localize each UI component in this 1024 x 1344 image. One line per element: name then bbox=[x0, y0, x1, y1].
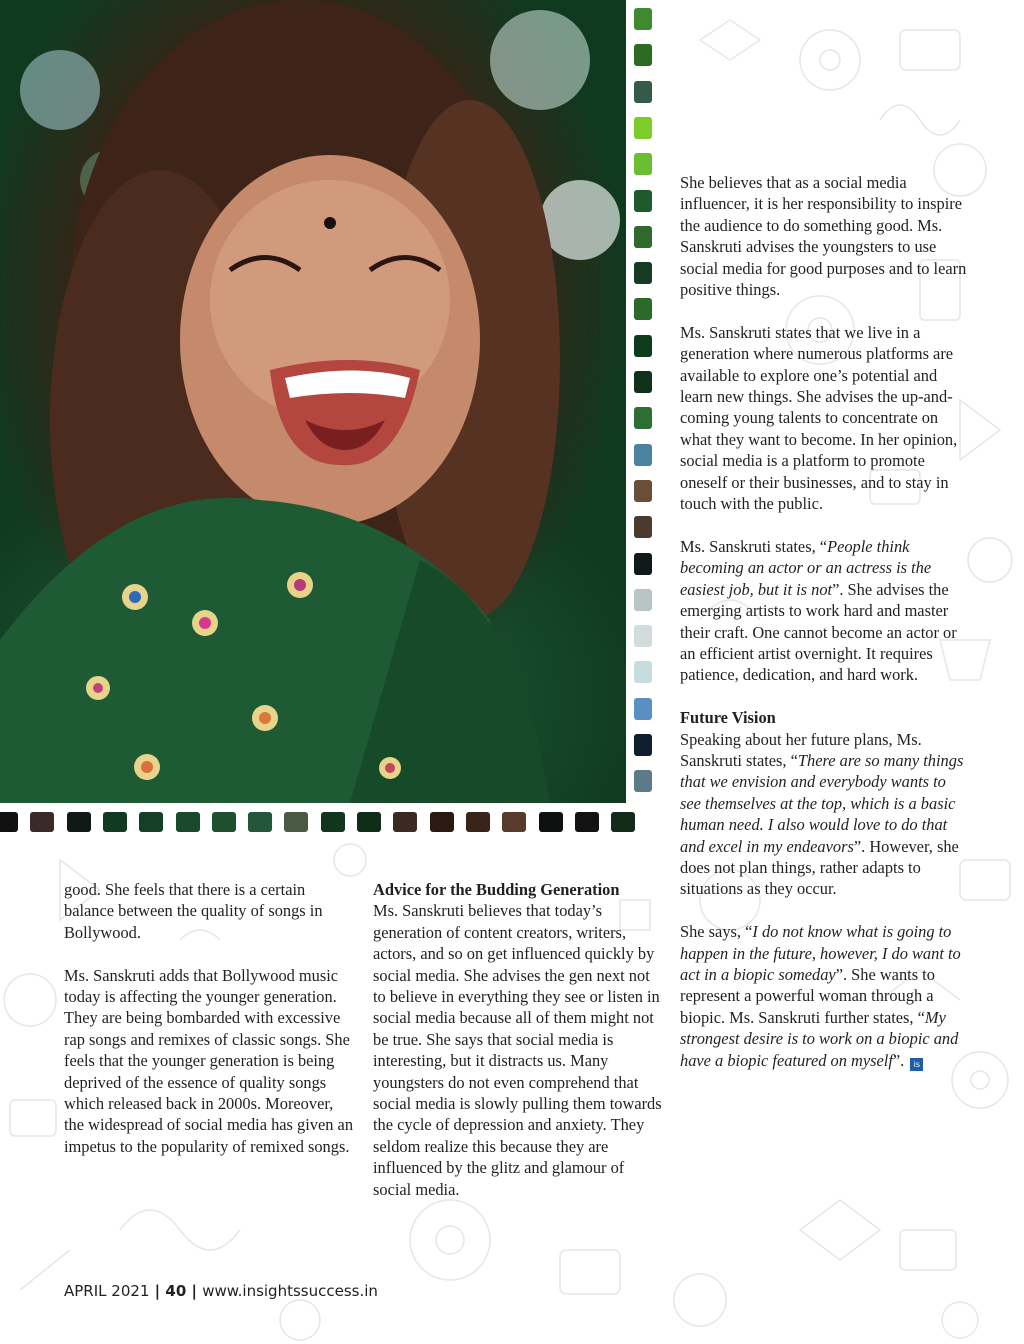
film-strip-square bbox=[321, 812, 345, 832]
film-strip-square bbox=[634, 371, 652, 393]
right-paragraph-3: Ms. Sanskruti states, “People think becoming an actor or an actress is the easiest job, but it is not”. She advises the emerging artists to work hard and master their craft. One cannot become an actor or an efficient artist overnight. It requires patience, dedication, and hard work. bbox=[680, 536, 957, 685]
film-strip-square bbox=[634, 770, 652, 792]
film-strip-square bbox=[502, 812, 526, 832]
page-number: 40 bbox=[165, 1282, 187, 1300]
film-strip-square bbox=[248, 812, 272, 832]
film-strip-square bbox=[357, 812, 381, 832]
film-strip-square bbox=[634, 444, 652, 466]
right-paragraph-5: She says, “I do not know what is going to happen in the future, however, I do want to act in a biopic someday”. She wants to represent a powerful woman through a biopic. Ms. Sanskruti further states, “My strongest desire is to work on a biopic and have a biopic featured on myself”. is bbox=[680, 922, 961, 1070]
film-strip-square bbox=[575, 812, 599, 832]
middle-paragraph-1: Ms. Sanskruti believes that today’s generation of content creators, writers, actors, and so on get influenced quickly by social media. She advises the gen next not to believe in everything they see or listen in social media because all of them might not be true. She says that social media is interesting, but it distracts us. Many youngsters do not even comprehend that social media is slowly pulling them towards the cycle of depression and anxiety. They seldom realize this because they are influenced by the glitz and glamour of social media. bbox=[373, 901, 662, 1199]
portrait-illustration bbox=[0, 0, 626, 803]
quote: People think becoming an actor or an actress is the easiest job, but it is not bbox=[680, 536, 932, 599]
footer-separator: | bbox=[149, 1282, 166, 1300]
right-paragraph-2: Ms. Sanskruti states that we live in a generation where numerous platforms are available to explore one’s potential and learn new things. She advises the up-and-coming young talents to concentrate on what they want to become. In her opinion, social media is a platform to promote oneself or their businesses, and to stay in touch with the public. bbox=[680, 322, 958, 514]
film-strip-square bbox=[634, 698, 652, 720]
film-strip-square bbox=[634, 81, 652, 103]
right-paragraph-1: She believes that as a social media influencer, it is her responsibility to inspire the audience to do something good. Ms. Sanskruti advises the youngsters to use social media for good purposes and to learn positive things. bbox=[680, 173, 967, 300]
right-paragraph-4: Speaking about her future plans, Ms. Sanskruti states, “There are so many things that we envision and everybody wants to see themselves at the top, which is a basic human need. I also would love to do that and excel in my endeavors”. However, she does not plan things, rather adapts to situations as they occur. bbox=[680, 729, 964, 899]
film-strip-square bbox=[466, 812, 490, 832]
film-strip-square bbox=[139, 812, 163, 832]
footer-separator: | bbox=[186, 1282, 203, 1300]
film-strip-square bbox=[634, 625, 652, 647]
issue-date: APRIL 2021 bbox=[64, 1282, 150, 1300]
right-column bbox=[680, 172, 970, 1092]
future-vision-heading: Future Vision bbox=[680, 708, 776, 728]
film-strip-square bbox=[634, 8, 652, 30]
portrait-photo bbox=[0, 0, 626, 803]
film-strip-square bbox=[634, 589, 652, 611]
film-strip-square bbox=[539, 812, 563, 832]
left-column bbox=[64, 879, 354, 1179]
film-strip-square bbox=[212, 812, 236, 832]
film-strip-square bbox=[67, 812, 91, 832]
page-footer bbox=[64, 1282, 378, 1300]
quote: My strongest desire is to work on a biopic and have a biopic featured on myself bbox=[680, 1007, 959, 1070]
film-strip-square bbox=[30, 812, 54, 832]
left-paragraph-2: Ms. Sanskruti adds that Bollywood music today is affecting the younger generation. They are being bombarded with excessive rap songs and remixes of classic songs. She feels that the younger generation is being deprived of the essence of quality songs which released back in 2000s. Moreover, the widespread of social media has given an impetus to the popularity of remixed songs. bbox=[64, 965, 354, 1156]
film-strip-square bbox=[0, 812, 18, 832]
film-strip-square bbox=[634, 298, 652, 320]
film-strip-square bbox=[634, 480, 652, 502]
film-strip-square bbox=[634, 153, 652, 175]
film-strip-square bbox=[611, 812, 635, 832]
film-strip-square bbox=[634, 516, 652, 538]
film-strip-square bbox=[284, 812, 308, 832]
film-strip-square bbox=[176, 812, 200, 832]
film-strip-square bbox=[634, 734, 652, 756]
film-strip-horizontal bbox=[0, 812, 660, 834]
end-mark-logo-icon: is bbox=[910, 1058, 923, 1071]
film-strip-square bbox=[393, 812, 417, 832]
film-strip-square bbox=[634, 407, 652, 429]
film-strip-square bbox=[103, 812, 127, 832]
film-strip-square bbox=[634, 553, 652, 575]
quote: I do not know what is going to happen in the future, however, I do want to act in a biopic someday bbox=[680, 922, 961, 984]
film-strip-square bbox=[634, 44, 652, 66]
film-strip-square bbox=[634, 335, 652, 357]
film-strip-square bbox=[634, 262, 652, 284]
quote: There are so many things that we envision and everybody wants to see themselves at the top, which is a basic human need. I also would love to do that and excel in my endeavors bbox=[680, 750, 964, 856]
film-strip-square bbox=[634, 661, 652, 683]
website-url: www.insightssuccess.in bbox=[202, 1282, 378, 1300]
film-strip-square bbox=[634, 226, 652, 248]
left-paragraph-1: good. She feels that there is a certain balance between the quality of songs in Bollywood. bbox=[64, 880, 323, 942]
film-strip-square bbox=[634, 190, 652, 212]
advice-heading: Advice for the Budding Generation bbox=[373, 880, 620, 899]
film-strip-square bbox=[634, 117, 652, 139]
middle-column bbox=[373, 879, 663, 1221]
film-strip-square bbox=[430, 812, 454, 832]
